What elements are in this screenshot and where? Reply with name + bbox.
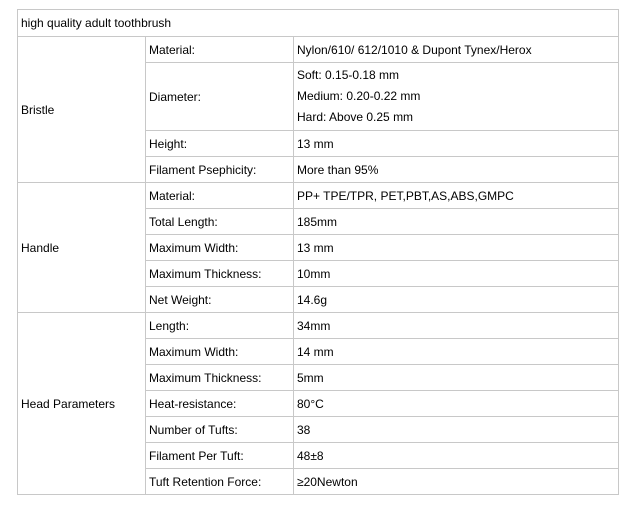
row-value: 34mm xyxy=(294,313,619,339)
row-label: Net Weight: xyxy=(146,287,294,313)
row-label: Height: xyxy=(146,131,294,157)
row-value: 14 mm xyxy=(294,339,619,365)
row-value: More than 95% xyxy=(294,157,619,183)
section-label-handle: Handle xyxy=(18,183,146,313)
row-value: 185mm xyxy=(294,209,619,235)
row-label: Material: xyxy=(146,37,294,63)
row-label: Maximum Thickness: xyxy=(146,365,294,391)
row-value: 48±8 xyxy=(294,443,619,469)
row-value: 13 mm xyxy=(294,235,619,261)
row-label: Filament Per Tuft: xyxy=(146,443,294,469)
row-label: Filament Psephicity: xyxy=(146,157,294,183)
row-value: ≥20Newton xyxy=(294,469,619,495)
table-row xyxy=(18,313,619,339)
table-title-row xyxy=(18,10,619,37)
spec-table xyxy=(17,9,619,495)
row-label: Maximum Thickness: xyxy=(146,261,294,287)
section-label-head-parameters: Head Parameters xyxy=(18,313,146,495)
section-label-bristle: Bristle xyxy=(18,37,146,183)
table-row xyxy=(18,37,619,63)
diameter-soft: Soft: 0.15-0.18 mm xyxy=(297,68,400,82)
row-value-multiline xyxy=(294,63,619,131)
row-label: Maximum Width: xyxy=(146,235,294,261)
row-label: Number of Tufts: xyxy=(146,417,294,443)
row-label: Heat-resistance: xyxy=(146,391,294,417)
row-label: Maximum Width: xyxy=(146,339,294,365)
row-label: Length: xyxy=(146,313,294,339)
row-value: 38 xyxy=(294,417,619,443)
row-value: PP+ TPE/TPR, PET,PBT,AS,ABS,GMPC xyxy=(294,183,619,209)
row-value: 10mm xyxy=(294,261,619,287)
row-label: Total Length: xyxy=(146,209,294,235)
row-value: 5mm xyxy=(294,365,619,391)
table-row xyxy=(18,183,619,209)
table-title: high quality adult toothbrush xyxy=(18,10,619,37)
row-value: 13 mm xyxy=(294,131,619,157)
diameter-medium: Medium: 0.20-0.22 mm xyxy=(297,89,421,103)
row-label: Tuft Retention Force: xyxy=(146,469,294,495)
row-value: 14.6g xyxy=(294,287,619,313)
row-label: Material: xyxy=(146,183,294,209)
row-label: Diameter: xyxy=(146,63,294,131)
diameter-hard: Hard: Above 0.25 mm xyxy=(297,110,414,124)
row-value: Nylon/610/ 612/1010 & Dupont Tynex/Herox xyxy=(294,37,619,63)
row-value: 80°C xyxy=(294,391,619,417)
